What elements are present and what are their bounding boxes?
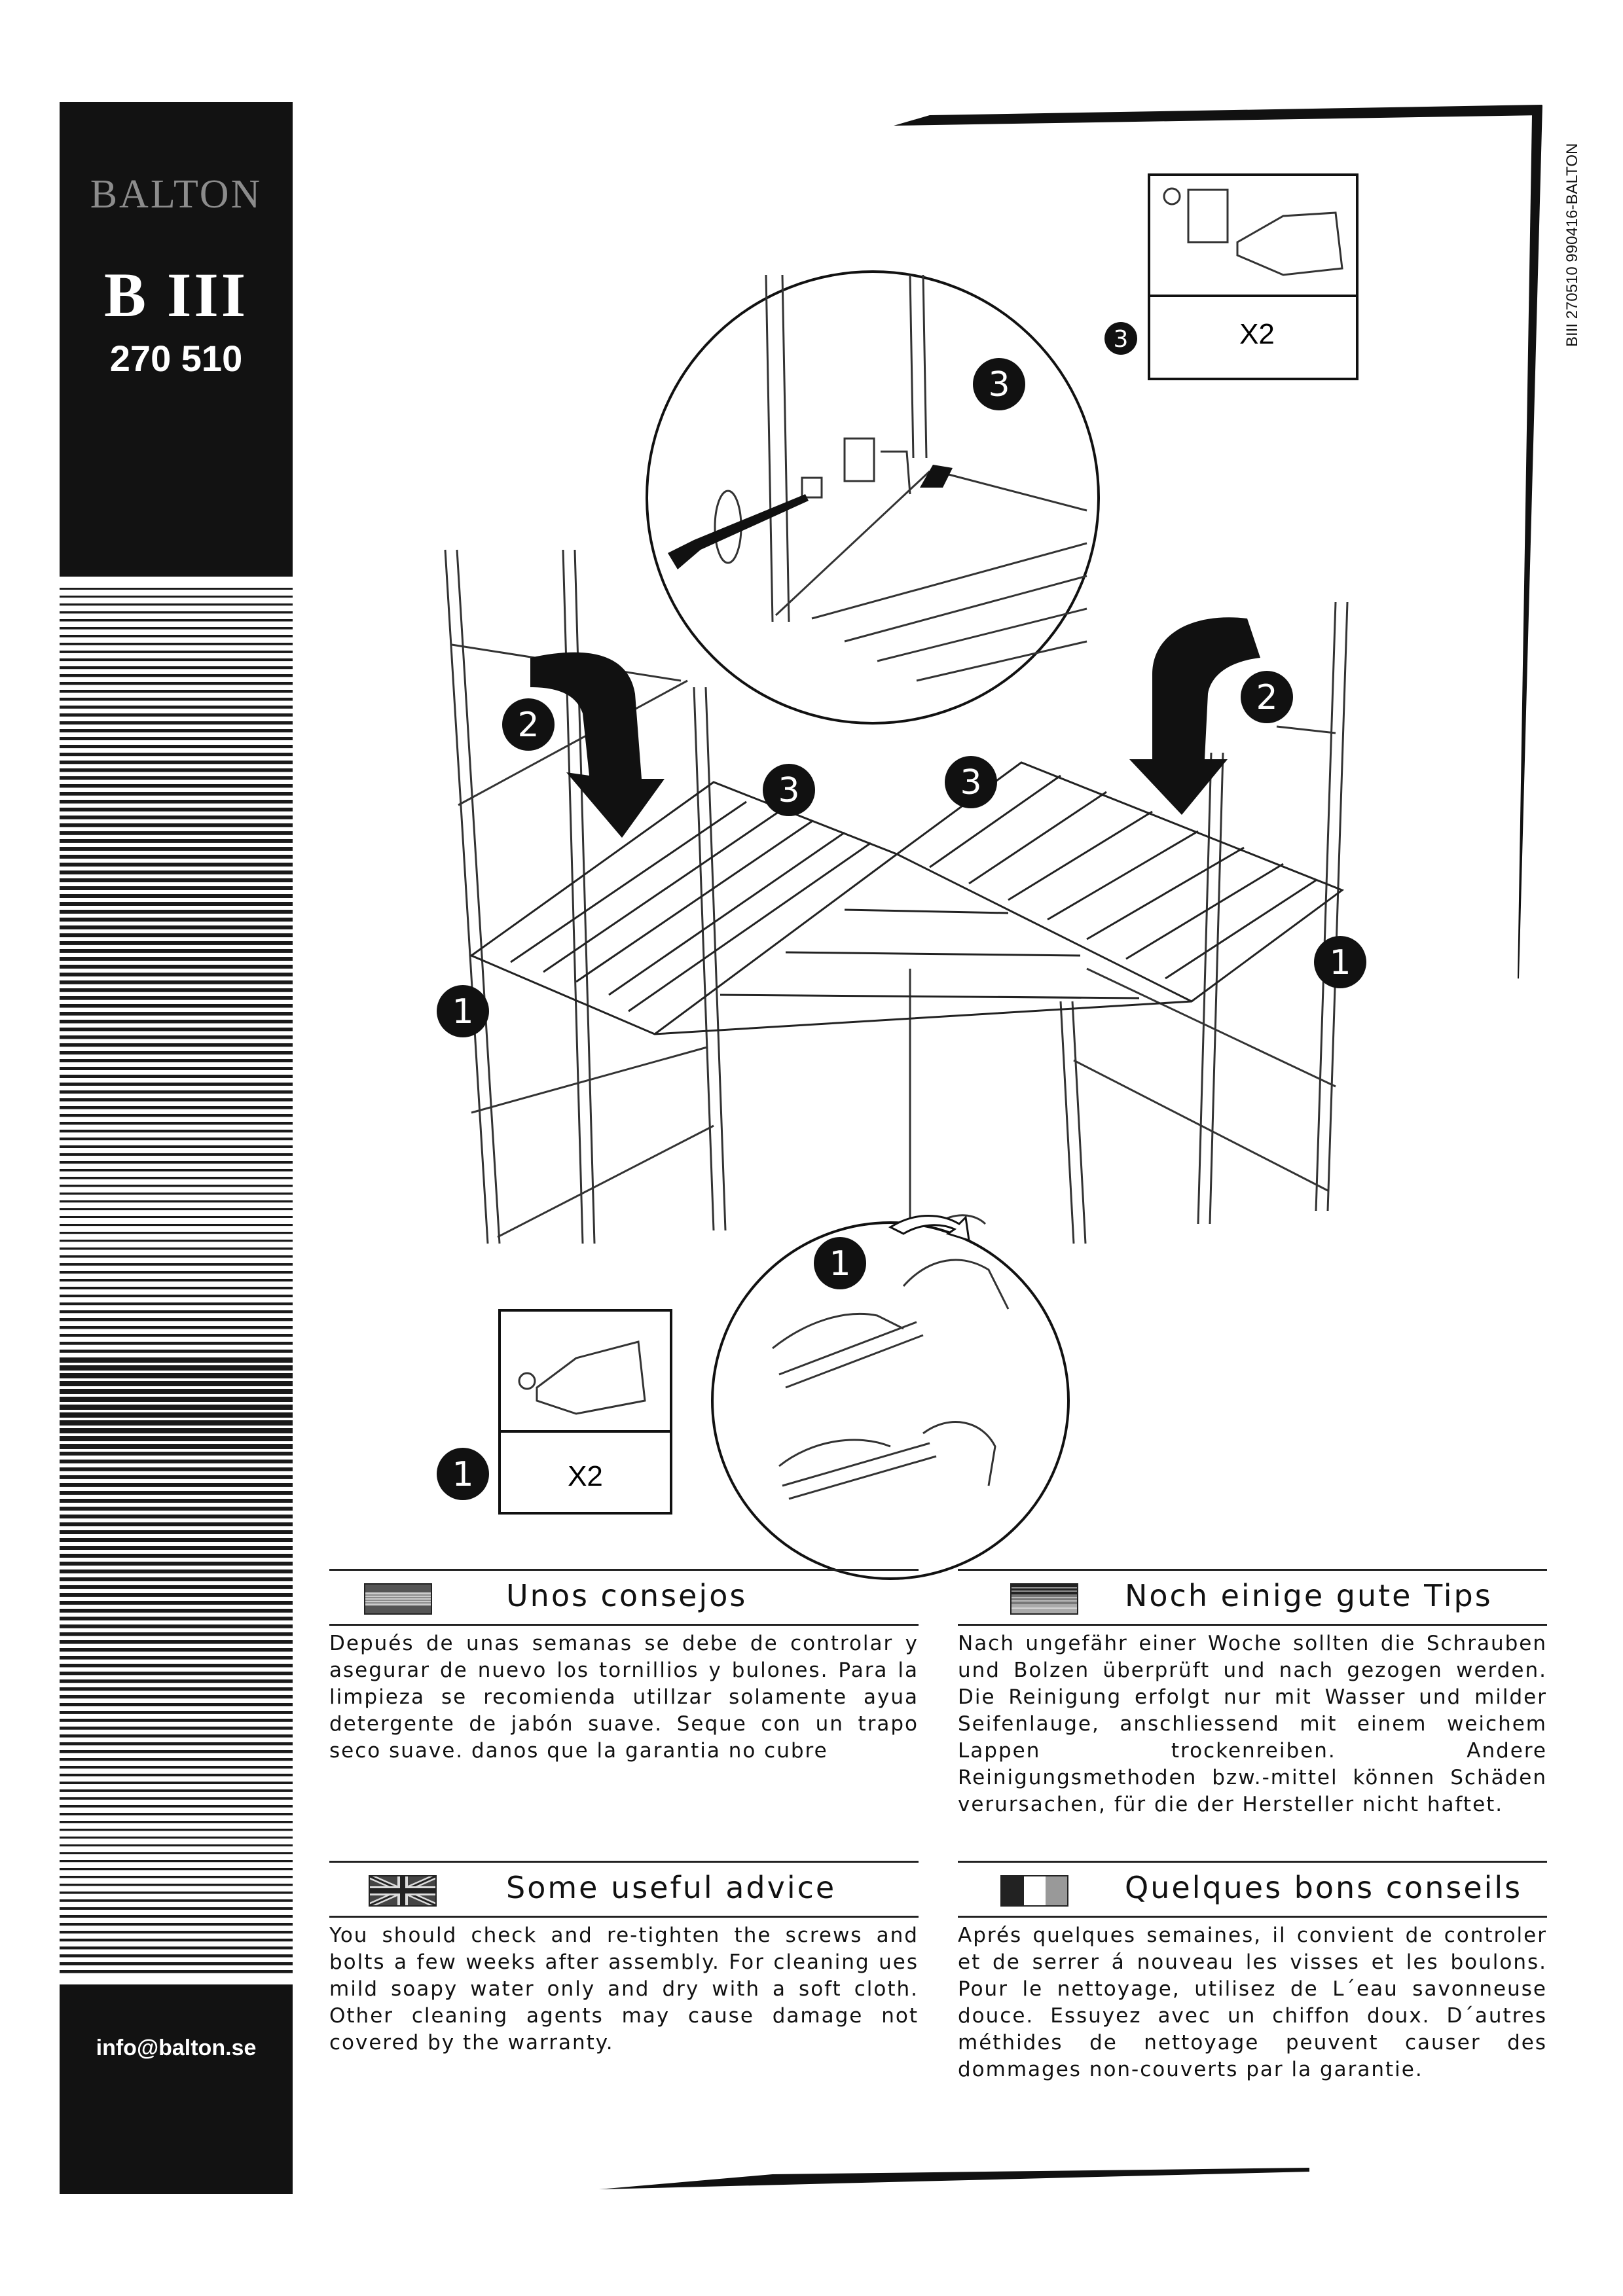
- section-header: [329, 1867, 919, 1908]
- frame-right-wedge: [1518, 105, 1542, 978]
- section-header: [958, 1575, 1547, 1616]
- frame-bottom-wedge: [599, 2168, 1309, 2189]
- germany-flag-icon: [1010, 1583, 1078, 1615]
- svg-text:3: 3: [988, 365, 1010, 404]
- svg-text:1: 1: [829, 1244, 851, 1283]
- france-flag-icon: [1000, 1875, 1068, 1907]
- section-body: You should check and re-tighten the screws and bolts a few weeks after assembly. For cleaning ues mild soapy water only and dry with a soft cloth. Other cleaning agents may cause damage not covered by the warranty.: [329, 1924, 919, 2054]
- section-rule: [329, 1916, 919, 1918]
- section-rule: [958, 1861, 1547, 1863]
- svg-text:1: 1: [452, 992, 474, 1031]
- section-rule: [958, 1916, 1547, 1918]
- section-rule: [329, 1569, 919, 1571]
- svg-text:3: 3: [1113, 326, 1129, 353]
- svg-text:2: 2: [1256, 678, 1278, 717]
- model-name: B III: [103, 260, 249, 330]
- section-body: Aprés quelques semaines, il convient de controler et de serrer á nouveau les visses et les boulons. Pour le nettoyage, utilisez de L´eau savonneuse douce. Essuyez avec un chiffon doux. D´autres méthides de nettoyage peuvent causer des dommages non-couverts par la garantie.: [958, 1924, 1547, 2081]
- section-title: Noch einige gute Tips: [1125, 1578, 1493, 1613]
- section-rule: [329, 1861, 919, 1863]
- frame-top-wedge: [894, 105, 1542, 126]
- arrow-down-left: [530, 653, 665, 838]
- section-body: Nach ungefähr einer Woche sollten die Schrauben und Bolzen überprüft und nach gezogen werden. Die Reinigung erfolgt nur mit Wasser und milder Seifenlauge, anschliessend mit einem weichem Lappen trockenreiben. Andere Reinigungsmethoden bzw.-mittel können Schäden verursachen, für die der Hersteller nicht haftet.: [958, 1632, 1547, 1816]
- svg-text:2: 2: [517, 706, 539, 745]
- section-title: Quelques bons conseils: [1125, 1870, 1523, 1905]
- svg-text:3: 3: [778, 771, 800, 810]
- svg-text:1: 1: [1329, 943, 1351, 982]
- parts-box-step3-qty: X2: [1239, 318, 1275, 350]
- uk-flag-icon: [369, 1875, 437, 1907]
- detail-circle-top: [647, 272, 1099, 723]
- section-header: [958, 1867, 1547, 1908]
- section-rule: [329, 1624, 919, 1626]
- spain-flag-icon: [364, 1583, 432, 1615]
- arrow-down-right: [1129, 617, 1260, 815]
- svg-text:3: 3: [960, 763, 982, 802]
- section-body: Depués de unas semanas se debe de controlar y asegurar de nuevo los tornillios y bulones. Para la limpieza se recomienda utillzar solamente ayua detergente de jabón suave. Seque con un trapo seco suave. danos que la garantia no cubre: [329, 1632, 919, 1763]
- document-id-text: BIII 270510 990416-BALTON: [1563, 143, 1581, 347]
- svg-text:1: 1: [452, 1455, 474, 1494]
- section-title: Unos consejos: [506, 1578, 748, 1613]
- detail-circle-bottom: [712, 1223, 1068, 1579]
- parts-box-step1-qty: X2: [568, 1460, 603, 1492]
- brand-logo: BALTON: [90, 172, 263, 217]
- section-header: [329, 1575, 919, 1616]
- section-rule: [958, 1624, 1547, 1626]
- section-title: Some useful advice: [506, 1870, 837, 1905]
- contact-email: info@balton.se: [96, 2036, 257, 2060]
- section-rule: [958, 1569, 1547, 1571]
- article-number: 270 510: [109, 338, 243, 379]
